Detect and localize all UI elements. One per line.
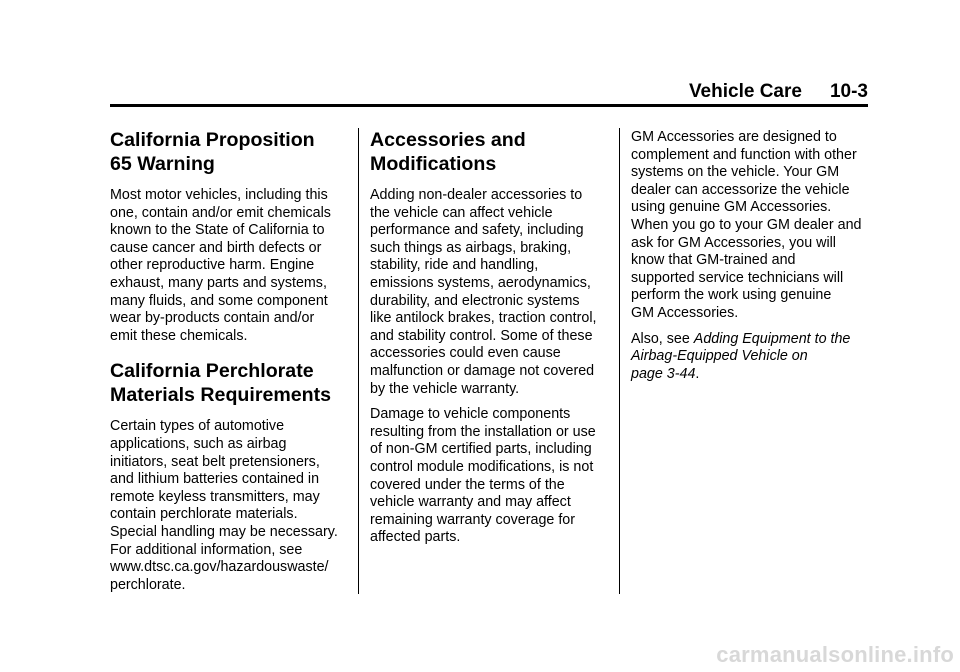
heading-accessories: Accessories and Modifications [370, 129, 526, 175]
header-rule [110, 104, 868, 107]
paragraph-gm-accessories: GM Accessories are designed to complement and function with other systems on the vehicle. Your GM dealer can accessorize the vehicle using genuine GM Accessories. When you go to your GM dealer and ask for GM Accessories, you will know that GM-trained and supported service technicians will perform the work using genuine GM Accessories. [631, 129, 862, 321]
paragraph-prop65: Most motor vehicles, including this one, contain and/or emit chemicals known to the State of California to cause cancer and birth defects or other reproductive harm. Engine exhaust, many parts and systems, many fluids, and some component wear by-products contain and/or emit these chemicals. [110, 187, 331, 344]
cross-reference-link-cont[interactable]: Airbag-Equipped Vehicle on [631, 348, 808, 365]
page-number: 10-3 [829, 81, 868, 102]
paragraph-perchlorate: Certain types of automotive applications, such as airbag initiators, seat belt pretensioners, and lithium batteries contained in remote keyless transmitters, may contain perchlorate materials. Special handling may be necessary. For additional information, see www.dtsc.ca.gov/hazardouswaste/ perchlorate. [110, 418, 338, 593]
cross-reference-page[interactable]: page 3-44 [631, 365, 696, 382]
paragraph-damage-warranty: Damage to vehicle components resulting from the installation or use of non-GM certified parts, including control module modifications, is not covered under the terms of the vehicle warranty and may affect remaining warranty coverage for affected parts. [370, 406, 596, 546]
column-3 [631, 129, 871, 391]
heading-perchlorate: California Perchlorate Materials Requirements [110, 360, 332, 407]
heading-prop65: California Proposition 65 Warning [110, 129, 315, 175]
paragraph-see-also: Also, see Adding Equipment to the Airbag-Equipped Vehicle on page 3-44. [631, 330, 851, 382]
column-2 [370, 128, 606, 555]
section-title: Vehicle Care [688, 81, 802, 102]
watermark: carmanualsonline.info [716, 642, 954, 667]
paragraph-non-dealer-accessories: Adding non-dealer accessories to the vehicle can affect vehicle performance and safety, including such things as airbags, braking, stability, ride and handling, emissions systems, aerodynamics, durability, and electronic systems like antilock brakes, traction control, and stability control. Some of these accessories could even cause malfunction or damage not covered by the vehicle warranty. [370, 187, 597, 397]
column-divider-2 [619, 128, 620, 594]
page-header [110, 80, 868, 104]
column-divider-1 [358, 128, 359, 594]
column-1 [110, 128, 350, 602]
header-text [689, 80, 868, 104]
cross-reference-link[interactable]: Adding Equipment to the [693, 330, 851, 347]
